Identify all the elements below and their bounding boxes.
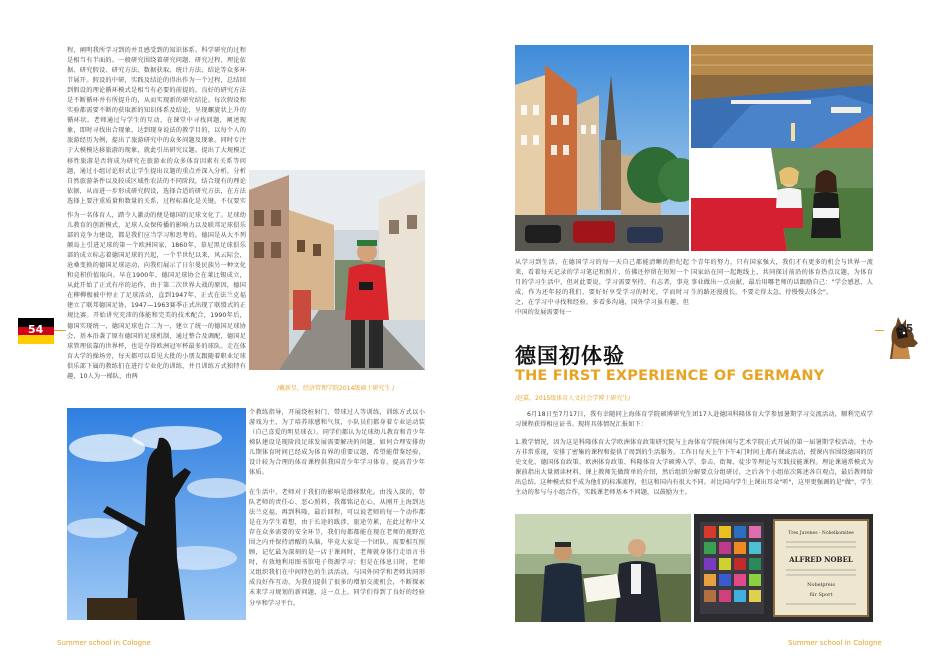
- left-accent-line: [54, 330, 66, 331]
- article-byline: /赵嘉，2015级体育人文社会学博士研究生/: [515, 395, 631, 402]
- person-photo: [249, 170, 425, 370]
- statue-photo: [67, 408, 246, 620]
- right-col-b-text: 个青年的努力，只有国家强大，我们才有更多的机会与世界一流国家站在同一起跑线上，共同探讨前沿的体育热点议题，为体育事业做出一点贡献，最后用哪老师的话跟励自己："学会感恩，人生的路还漫漫长，不要走得太急，待慢慢去体会"。: [691, 259, 873, 297]
- flag-photo: [691, 148, 873, 251]
- right-accent-line: [875, 330, 884, 331]
- person-caption: /戴新星，经济管理学院2014级硕士研究生 /: [277, 385, 395, 392]
- left-footer: Summer school in Cologne: [57, 639, 151, 647]
- left-col1-paragraph-2: 作为一名体育人，踏令人激动的便是德国的足球文化了。足球幼儿教育的创新模式，足球人众保传播的影响力以及联邦足球俱乐部的竞争力建设，都是我们应当学习和思考的。德国是从大不列颠岛上引进足球的第一个欧洲国家，1860年，慕尼黑足球俱乐部的成立标志着德国足球的兴起，一个半世纪以来，风云际会，沧桑变换的德国足球运动，向我们展示了日尔曼民族另一种文化和竞积价值取向。早在1900年，德国足球协会在莱比锡成立，从此开始了正式有序的运作，由于第二次世界大战的原因，德国在柳柳极被中停止了足球活动，直到1947年，正式在法兰克福建立了联邦德国足协，1947—1963赛季正式出现了联盟式的正规比赛。开始讲究充沛的体能和完美的技术配合，1990年后，德国实现统一，德国足球也合二为一，建立了统一的德国足球协会，基本沿袭了原有德国的足球机制，通过整合及调配，德国足球管理依靠的世界杯，也是夺得欧洲冠军杯最多的球队。走在体育大学的操场旁，每天都可以看见大批的小朋友跟随着职业足球俱乐部下属的教练们在进行专业化的训练，并且训练方式独特有趣，10人为一梯队，由两: [67, 212, 246, 380]
- nobel-photo: [694, 514, 873, 622]
- city-photo: [515, 45, 689, 251]
- plaque-line3: Nobelpreis: [807, 582, 835, 588]
- plaque-line2: ALFRED NOBEL: [789, 555, 853, 564]
- left-col2-paragraph-2: 在生活中，老师对于我们的影响是潜移默化。由浅入深的，带队老师的责任心、恶心照料，我都铭记在心，从刚开上海到达法兰克福，再到科隆，最后回程，可以说老师的每一个动作都是在为学生着想，由于长途的跋涉，旅途劳累，在此过程中又存在众多需要的安全环节，我们每都都能在现在老师的视野范围之内并保持清醒的头脑，毕竟大家是一个团队，需要相互照顾，记忆最为深刻的是一店于课间时，老师就身体行走语言书时，有效地利用图书馆电子资源学习；但是在体息日时，老师又组织我们在中间特色的生活活动，与国外同学和老师共同形成良好作互动，为我们提供了很多的增加交流机会，不断探索未来学习规划的新问题，这一点上，同学们得到了良好的经验分享和学习平台。: [249, 489, 425, 607]
- handshake-photo: [515, 514, 691, 622]
- plaque-line4: für Sport: [809, 592, 833, 598]
- right-footer: Summer school in Cologne: [788, 639, 882, 647]
- plaque-line1: Tres Juvenes - Nobelkomitee: [788, 531, 854, 536]
- page-number-left: 54: [28, 323, 44, 336]
- left-col2-top-text: [249, 46, 425, 166]
- left-col2-paragraph-1: 个教练指导，开展绕桩射门、带球过人等训练，训练方式以小游戏为主，为了培养球感和气氛，小队员们都身着专业运动装（自己喜爱的明星球衣）。同学们都认为足球幼儿教育和青少年梯队建设是现阶段足球发展需要解决的问题，如何合理安排幼儿期体育时间已经成为体育界的重要议题，希望能借鉴经验，设计较为合理的体育课程供我国青少年学习体育，提高青少年体质。: [249, 409, 425, 477]
- right-col-a-text: 从学习到生活，在德国学习的每一天自己都能清晰的拒纪起来，看着每天记录的学习笔记和照片，仿佛还停留在短短一个月的学习生活中，但对此要说，学习需要坚持，有志者，事竟成，作为还年轻的我们，要好好享受学习的时光，学而时习之，在学习中寻找和经验，多看多沟通，国外学习虽有趣，但中国的发展需要每一: [515, 259, 689, 317]
- article-body-1: 1.教学情况，因为这是科隆体育大学欧洲体育政策研究院与上海体育学院休闲与艺术学院正式开展的第一届暑期学校活动，主办方非常重视，安排了密集的课程和提供了周到的生活服务。工作日每天上午下午4门时间上都有课或活动，授课内容围绕德国的历史文化、德国体育政策、欧洲体育政策、科隆体育大学硕博入学、拳击、街舞、徒步等理论与实践技能课程。理论课通常模式为课前指出大量阅读材料，课上教师先做简单的介绍，然后组织分解要点分组研讨，之后各个小组依次陈述各自观点，最后教师给出总结。这种模式似乎成为他们的标准流程，但这和国内有很大不同。对比国内学生上课出耳朵"听"，这里更强调的是"做"，学生主动的参与与小组合作，实践课老师基本不问题，以鼓励为主。: [515, 439, 873, 497]
- page-number-right: 55: [898, 322, 914, 335]
- article-title-en: THE FIRST EXPERIENCE OF GERMANY: [515, 368, 825, 384]
- article-title-cn: 德国初体验: [515, 344, 625, 368]
- gym-photo: [691, 45, 873, 148]
- left-col1-paragraph-1: 程，阐明我所学习到的并且感受到的知识体系。科学研究的过程是相当有半面的。一般研究围绕着研究问题、研究过程、理论依据、研究假设、研究方法、数据获取、统计方法、结论等众多环节展开。假设的中研，实践及结论的得出作为一个过程，总结回到假设的理论循环模式是相当有必要的前提的。良好的研究方法是不断循环并有所提升的，从而实现新的研究结论。每次假设和实验都需要不断的获取新的知识体系及结论，呈现螺旋状上升的循环状。老师通过与学生的互动，在课堂中寻找问题，阐述现象，即时寻找出合现象，达到现身说法的教学目的，以每个人的旅游经历为例，提出了旅游研究中的众多问题及现象。同时专注于大模模达移旅游的现象，就此引出研究议题。提出了大规模迁移性旅游是否将成为研究在旅游业的众多体育因素有关系等问题，通过小组讨论形式让学生提出议题的重点并深入分析，分析自然旅游条件以及较成区域性农法的不同阶段，结合现有的理论依据，从而进一步形成研究假设，选择合适的研究方法，在方法选择上要注重质量和数量的关系，过程标准化是关键。不仅要实: [67, 47, 246, 205]
- right-page: [470, 0, 940, 667]
- article-intro: 6月18日至7月17日，我有幸随同上海体育学院硕博研究生团17人赴德国科隆体育大学参加暑期学习交流活动，顺利完成学习课程获得相应证书。现将具体情况汇报如下：: [515, 411, 873, 429]
